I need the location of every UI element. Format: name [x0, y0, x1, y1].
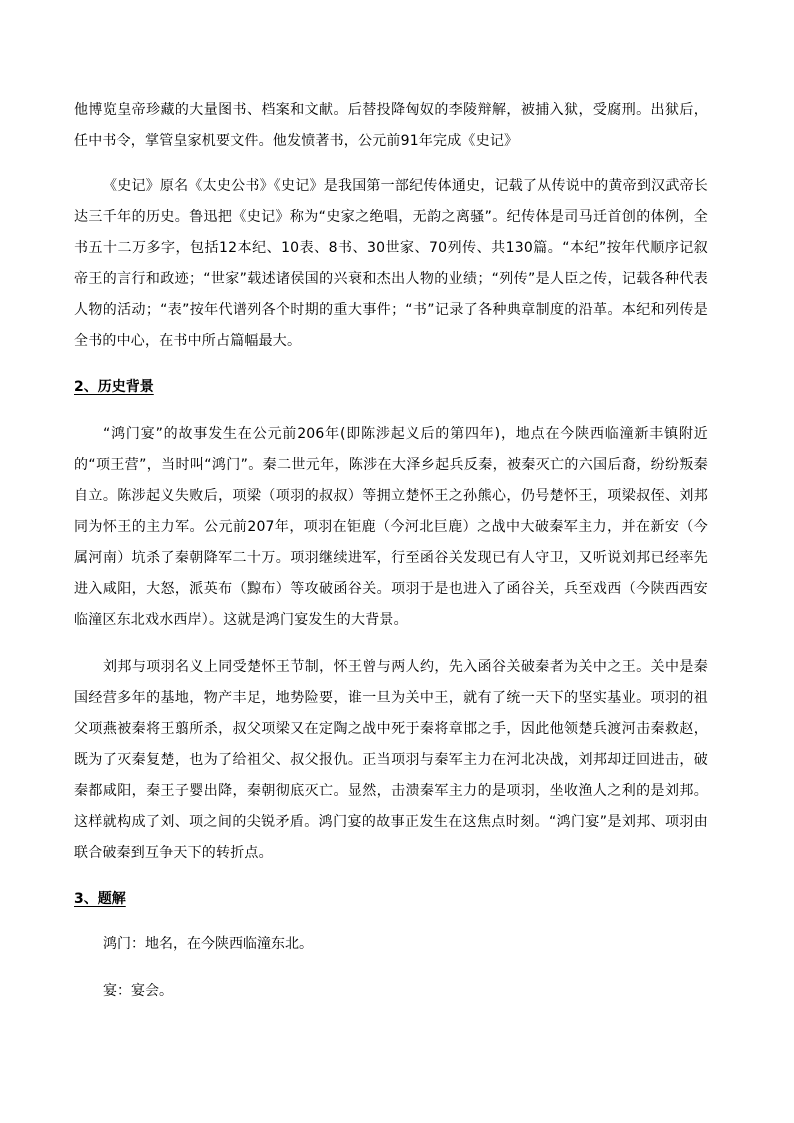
section-heading-historical-background: 2、历史背景	[74, 379, 154, 395]
background-paragraph-2: 刘邦与项羽名义上同受楚怀王节制，怀王曾与两人约，先入函谷关破秦者为关中之王。关中是秦国经营多年的基地，物产丰足，地势险要，谁一旦为关中王，就有了统一天下的坚实基业。项羽的祖父项燕被秦将王翦所杀，叔父项梁又在定陶之战中死于秦将章邯之手，因此他领楚兵渡河击秦救赵，既为了灭秦复楚，也为了给祖父、叔父报仇。正当项羽与秦军主力在河北决战，刘邦却迂回进击，破秦都咸阳，秦王子婴出降，秦朝彻底灭亡。显然，击溃秦军主力的是项羽，坐收渔人之利的是刘邦。这样就构成了刘、项之间的尖锐矛盾。鸿门宴的故事正发生在这焦点时刻。“鸿门宴”是刘邦、项羽由联合破秦到互争天下的转折点。	[74, 659, 708, 861]
gloss-hongmen: 鸿门：地名，在今陕西临潼东北。	[103, 936, 313, 952]
shiji-paragraph: 《史记》原名《太史公书》《史记》是我国第一部纪传体通史，记载了从传说中的黄帝到汉武帝长达三千年的历史。鲁迅把《史记》称为“史家之绝唱，无韵之离骚”。纪传体是司马迁首创的体例，全书五十二万多字，包括12本纪、10表、8书、30世家、70列传、共130篇。“本纪”按年代顺序记叙帝王的言行和政迹；“世家”载述诸侯国的兴衰和杰出人物的业绩；“列传”是人臣之传，记载各种代表人物的活动；“表”按年代谱列各个时期的重大事件；“书”记录了各种典章制度的沿革。本纪和列传是全书的中心，在书中所占篇幅最大。	[74, 178, 708, 349]
intro-paragraph: 他博览皇帝珍藏的大量图书、档案和文献。后替投降匈奴的李陵辩解，被捕入狱，受腐刑。出狱后，任中书令，掌管皇家机要文件。他发愤著书，公元前91年完成《史记》	[74, 102, 708, 149]
background-paragraph-1: “鸿门宴”的故事发生在公元前206年(即陈涉起义后的第四年)，地点在今陕西临潼新丰镇附近的“项王营”，当时叫“鸿门”。秦二世元年，陈涉在大泽乡起兵反秦，被秦灭亡的六国后裔，纷纷叛秦自立。陈涉起义失败后，项梁（项羽的叔叔）等拥立楚怀王之孙熊心，仍号楚怀王，项梁叔侄、刘邦同为怀王的主力军。公元前207年，项羽在钜鹿（今河北巨鹿）之战中大破秦军主力，并在新安（今属河南）坑杀了秦朝降军二十万。项羽继续进军，行至函谷关发现已有人守卫，又听说刘邦已经率先进入咸阳，大怒，派英布（黥布）等攻破函谷关。项羽于是也进入了函谷关，兵至戏西（今陕西西安临潼区东北戏水西岸）。这就是鸿门宴发生的大背景。	[74, 426, 708, 628]
gloss-yan: 宴：宴会。	[103, 983, 173, 999]
section-heading-title-explanation: 3、题解	[74, 891, 126, 907]
